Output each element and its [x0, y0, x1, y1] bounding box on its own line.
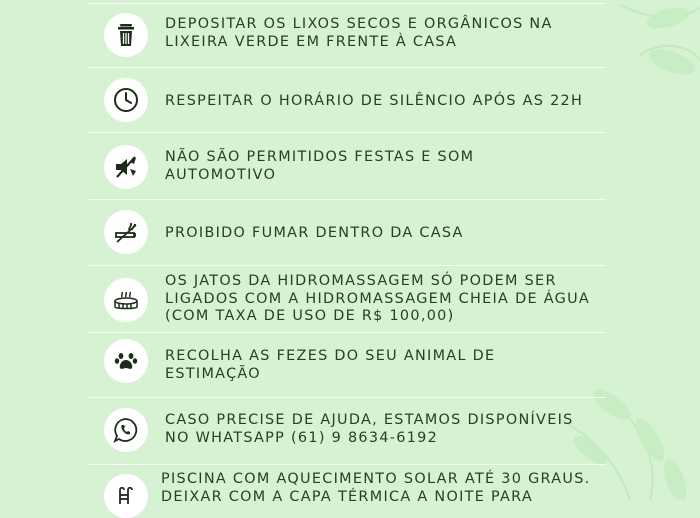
rule-text: PROIBIDO FUMAR DENTRO DA CASA	[165, 225, 464, 241]
divider	[88, 199, 606, 200]
rule-text: CASO PRECISE DE AJUDA, ESTAMOS DISPONÍVEIS NO WHATSAPP (61) 9 8634-6192	[165, 412, 574, 446]
rule-text: OS JATOS DA HIDROMASSAGEM SÓ PODEM SER LIGADOS COM A HIDROMASSAGEM CHEIA DE ÁGUA (COM TAXA DE USO DE R$ 100,00)	[165, 273, 591, 324]
rule-text: RECOLHA AS FEZES DO SEU ANIMAL DE ESTIMAÇÃO	[165, 348, 496, 382]
clock-icon	[104, 78, 148, 122]
rule-text: DEPOSITAR OS LIXOS SECOS E ORGÂNICOS NA LIXEIRA VERDE EM FRENTE À CASA	[165, 16, 553, 50]
divider	[88, 3, 606, 4]
no-sound-icon	[104, 145, 148, 189]
divider	[88, 397, 606, 398]
divider	[88, 332, 606, 333]
divider	[88, 464, 606, 465]
no-smoking-icon	[104, 210, 148, 254]
whatsapp-icon	[104, 408, 148, 452]
rule-text: NÃO SÃO PERMITIDOS FESTAS E SOM AUTOMOTIVO	[165, 149, 475, 183]
hot-tub-icon	[104, 278, 148, 322]
paw-icon	[104, 339, 148, 383]
rule-text: PISCINA COM AQUECIMENTO SOLAR ATÉ 30 GRAUS. DEIXAR COM A CAPA TÉRMICA A NOITE PARA	[161, 471, 591, 505]
rule-text: RESPEITAR O HORÁRIO DE SILÊNCIO APÓS AS 22H	[165, 93, 584, 109]
divider	[88, 265, 606, 266]
pool-ladder-icon	[104, 474, 148, 518]
divider	[88, 67, 606, 68]
divider	[88, 132, 606, 133]
trash-icon	[104, 13, 148, 57]
